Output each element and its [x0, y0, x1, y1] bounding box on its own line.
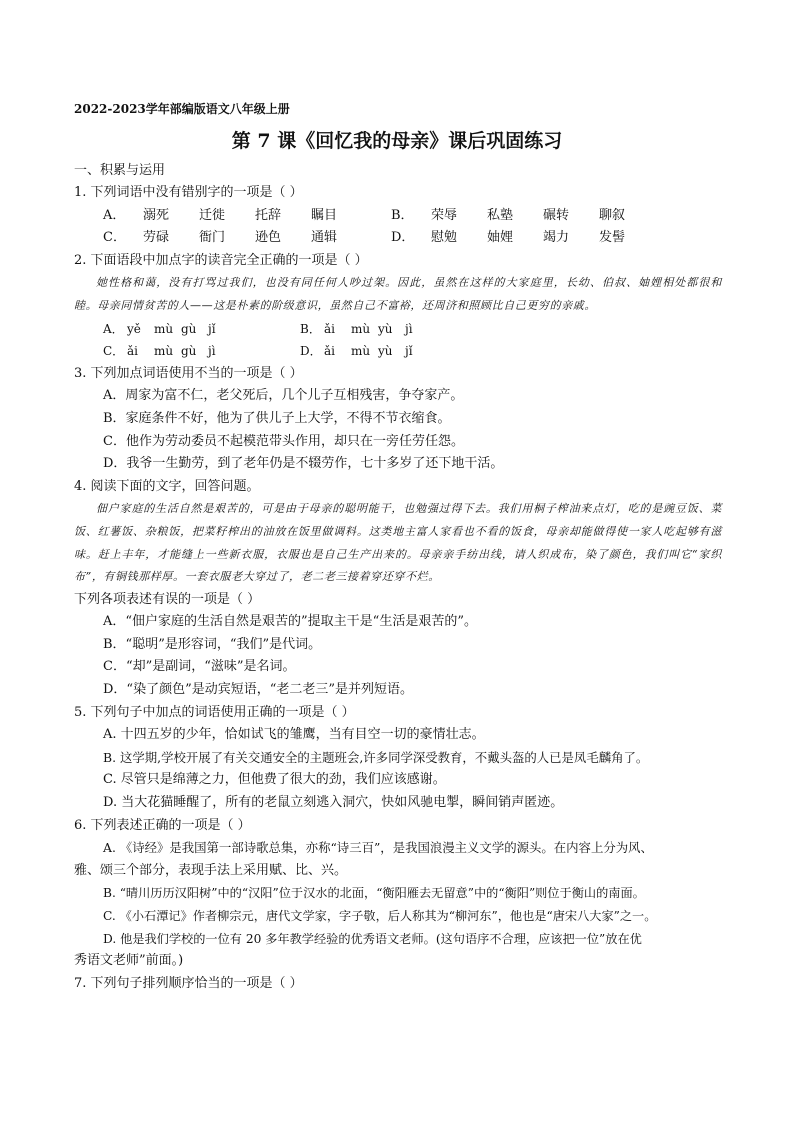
- pinyin: ǎi: [127, 344, 138, 359]
- question-7-stem: 7. 下列句子排列顺序恰当的一项是（ ）: [74, 975, 303, 991]
- question-5-option-c: C. 尽管只是绵薄之力，但他费了很大的劲，我们应该感谢。: [103, 772, 446, 788]
- question-3-stem: 3. 下列加点词语使用不当的一项是（ ）: [74, 365, 303, 381]
- question-1-options-cd: [74, 227, 722, 250]
- section-heading: 一、积累与运用: [74, 163, 166, 178]
- question-6-option-d-line1: D. 他是我们学校的一位有 20 多年教学经验的优秀语文老师。(这句语序不合理，应该把一位”放在优: [103, 931, 642, 946]
- pinyin: jì: [405, 321, 413, 336]
- option-word: 瞩目: [311, 207, 338, 223]
- pinyin: yù: [378, 344, 393, 359]
- question-6-stem: 6. 下列表述正确的一项是（ ）: [74, 817, 251, 833]
- option-word: 逊色: [255, 230, 282, 246]
- pinyin: jǐ: [405, 344, 413, 359]
- passage-text: 佃户家庭的生活自然是艰苦的，可是由于母亲的聪明能干，也勉强过得下去。我们用桐子榨油来点灯，吃的是豌豆饭、菜饭、红薯饭、杂粮饭，把菜籽榨出的油放在饭里做调料。这类地主富人家看也不看的饭食，母亲却能做得使一家人吃起够有滋味。赶上丰年，才能缝上一些新衣服，衣服也是自己生产出来的。母亲亲手纺出线，请人织成布，染了颜色，我们叫它“家织布”，有铜钱那样厚。一套衣服老大穿过了，老二老三接着穿还穿不烂。: [74, 502, 722, 584]
- question-3-option-c: C．他作为劳动委员不起模范带头作用，却只在一旁任劳任怨。: [103, 433, 464, 449]
- option-word: 衙门: [199, 230, 226, 246]
- option-word: 溺死: [143, 207, 170, 223]
- pinyin: jǐ: [208, 321, 216, 336]
- pinyin: mù: [154, 321, 174, 336]
- question-4-passage: [74, 498, 722, 588]
- option-label: A．: [103, 207, 126, 223]
- pinyin: gù: [181, 321, 197, 336]
- question-2-options-ab: [74, 318, 722, 341]
- option-label: C．: [103, 344, 125, 359]
- pinyin: yě: [127, 321, 141, 336]
- option-word: 劳碌: [143, 230, 170, 246]
- question-3-option-a: A．周家为富不仁，老父死后，几个儿子互相残害，争夺家产。: [103, 388, 464, 404]
- question-6-option-d-line2: 秀语文老师”前面。): [74, 953, 184, 969]
- option-label: B．: [300, 321, 321, 336]
- question-4-sub-stem: 下列各项表述有误的一项是（ ）: [74, 591, 261, 607]
- question-2-stem: 2. 下面语段中加点字的读音完全正确的一项是（ ）: [74, 252, 368, 268]
- question-5-option-a: A. 十四五岁的少年，恰如试飞的雏鹰，当有目空一切的豪情壮志。: [103, 727, 485, 743]
- option-word: 托辞: [255, 207, 282, 223]
- option-label: A．: [103, 321, 124, 336]
- question-5-option-d: D. 当大花猫睡醒了，所有的老鼠立刻逃入洞穴，快如风驰电掣，瞬间销声匿迹。: [103, 795, 564, 811]
- option-word: 发髻: [599, 230, 626, 246]
- option-word: 竭力: [543, 230, 570, 246]
- option-label: D．: [391, 230, 415, 246]
- question-3-option-d: D．我爷一生勤劳，到了老年仍是不辍劳作，七十多岁了还下地干活。: [103, 456, 504, 472]
- question-4-stem: 4. 阅读下面的文字，回答问题。: [74, 478, 260, 494]
- option-word: 通辑: [311, 230, 338, 246]
- question-3-option-b: B．家庭条件不好，他为了供儿子上大学，不得不节衣缩食。: [103, 410, 451, 426]
- option-word: 荣辱: [431, 207, 458, 223]
- option-word: 私塾: [487, 207, 514, 223]
- question-6-option-a-line1: A. 《诗经》是我国第一部诗歌总集，亦称“诗三百”，是我国浪漫主义文学的源头。在内容上分为风、: [103, 840, 653, 856]
- option-word: 妯娌: [487, 230, 514, 246]
- page-title: 第 7 课《回忆我的母亲》课后巩固练习: [231, 130, 563, 152]
- option-word: 迁徙: [199, 207, 226, 223]
- question-4-option-a: A．“佃户家庭的生活自然是艰苦的”提取主干是“生活是艰苦的”。: [103, 614, 477, 630]
- question-4-option-c: C．“却”是副词，“滋味”是名词。: [103, 659, 296, 675]
- pinyin: gù: [181, 344, 197, 359]
- question-2-options-cd: [74, 340, 722, 363]
- exercise-content: [74, 160, 722, 995]
- option-word: 聊叙: [599, 207, 626, 223]
- question-1-options-ab: [74, 205, 722, 228]
- question-6-option-a-line2: 雅、颂三个部分，表现手法上采用赋、比、兴。: [74, 862, 348, 878]
- option-label: C．: [103, 230, 126, 246]
- option-label: D．: [300, 344, 322, 359]
- pinyin: ǎi: [324, 344, 335, 359]
- question-6-option-b: B. “晴川历历汉阳树”中的“汉阳”位于汉水的北面，“衡阳雁去无留意”中的“衡阳”则位于衡山的南面。: [103, 886, 645, 901]
- question-6-option-c: C. 《小石潭记》作者柳宗元，唐代文学家，字子敬，后人称其为“柳河东”，他也是“唐宋八大家”之一。: [103, 909, 657, 923]
- question-5-stem: 5. 下列句子中加点的词语使用正确的一项是（ ）: [74, 704, 355, 720]
- option-word: 碾转: [543, 207, 570, 223]
- option-word: 慰勉: [431, 230, 458, 246]
- pinyin: jì: [208, 344, 216, 359]
- question-1-stem: 1. 下列词语中没有错别字的一项是（ ）: [74, 185, 303, 200]
- series-label: 2022-2023学年部编版语文八年级上册: [74, 102, 290, 116]
- pinyin: mù: [154, 344, 174, 359]
- question-2-passage: [74, 272, 722, 317]
- pinyin: ǎi: [324, 321, 335, 336]
- pinyin: mù: [351, 344, 371, 359]
- question-5-option-b: B. 这学期,学校开展了有关交通安全的主题班会,许多同学深受教育，不戴头盔的人已是凤毛麟角了。: [103, 749, 649, 765]
- question-4-option-b: B．“聪明”是形容词，“我们”是代词。: [103, 636, 322, 652]
- question-4-option-d: D．“染了颜色”是动宾短语，“老二老三”是并列短语。: [103, 682, 414, 698]
- option-label: B．: [391, 207, 414, 223]
- pinyin: yù: [378, 321, 393, 336]
- pinyin: mù: [351, 321, 371, 336]
- passage-text: 她性格和蔼，没有打骂过我们，也没有同任何人吵过架。因此，虽然在这样的大家庭里，长幼、伯叔、妯娌相处都很和睦。母亲同情贫苦的人——这是朴素的阶级意识，虽然自己不富裕，还周济和照顾比自己更穷的亲戚。: [74, 276, 722, 312]
